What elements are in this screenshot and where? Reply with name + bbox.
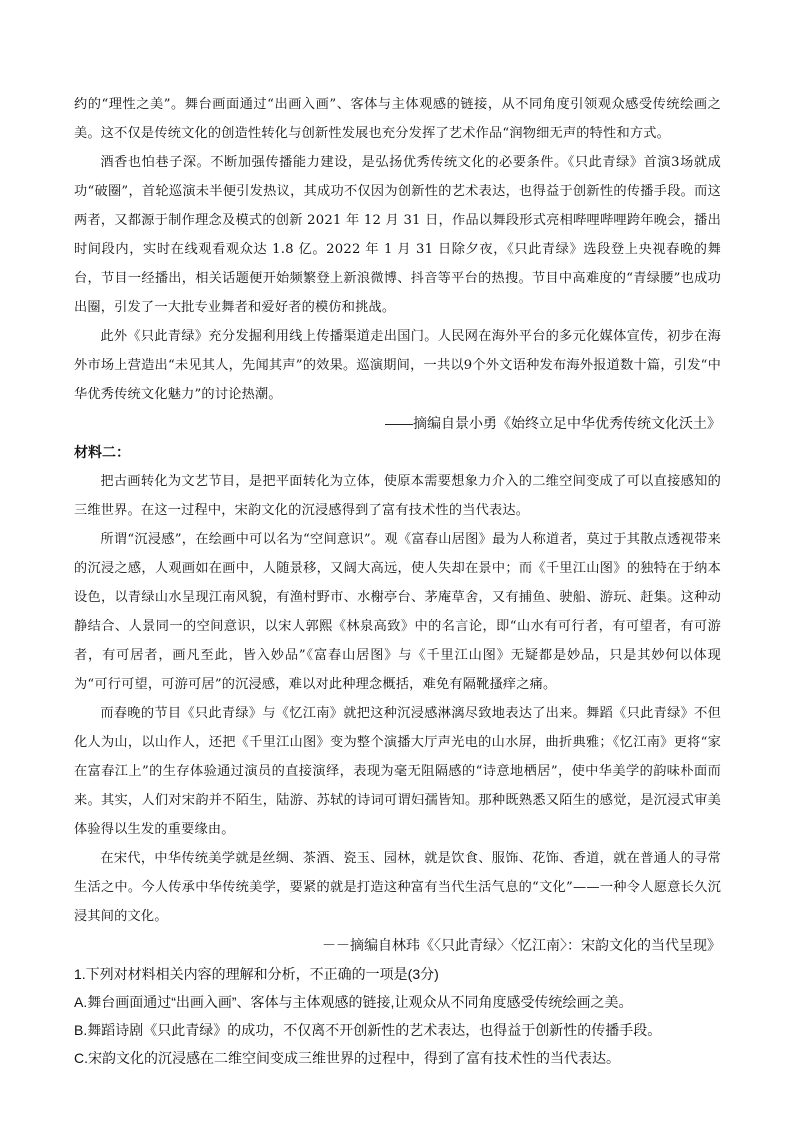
material-two-heading: 材料二： [74, 444, 130, 460]
material-two-source: －－摘编自林玮《〈只此青绿〉〈忆江南〉：宋韵文化的当代呈现》 [322, 937, 721, 953]
option-c: C.宋韵文化的沉浸感在二维空间变成三维世界的过程中，得到了富有技术性的当代表达。 [74, 1050, 620, 1066]
question-stem: 1.下列对材料相关内容的理解和分析，不正确的一项是(3分) [74, 966, 439, 982]
material-two-paragraph: 把古画转化为文艺节目，是把平面转化为立体，使原本需要想象力介入的二维空间变成了可以直接感知的三维世界。在这一过程中，宋韵文化的沉浸感得到了富有技术性的当代表达。 [74, 474, 721, 518]
material-one-paragraph: 此外《只此青绿》充分发掘利用线上传播渠道走出国门。人民网在海外平台的多元化媒体宣传，初步在海外市场上营造出“未见其人，先闻其声”的效果。巡演期间，一共以9个外文语种发布海外报道数十篇，引发“中华优秀传统文化魅力”的讨论热潮。 [74, 329, 721, 402]
material-two-paragraph: 而春晚的节目《只此青绿》与《忆江南》就把这种沉浸感淋漓尽致地表达了出来。舞蹈《只此青绿》不但化人为山，以山作人，还把《千里江山图》变为整个演播大厅声光电的山水屏，曲折典雅；《忆江南》更将“家在富春江上”的生存体验通过演员的直接演绎，表现为毫无阻隔感的“诗意地栖居”，使中华美学的韵味朴面而来。其实，人们对宋韵并不陌生，陆游、苏轼的诗词可谓妇孺皆知。那种既熟悉又陌生的感觉，是沉浸式审美体验得以生发的重要缘由。 [74, 706, 721, 837]
material-two-section [74, 438, 721, 960]
material-one-paragraph: 约的“理性之美”。舞台画面通过“出画入画”、客体与主体观感的链接，从不同角度引领观众感受传统绘画之美。这不仅是传统文化的创造性转化与创新性发展也充分发挥了艺术作品“润物细无声的特性和方式。 [74, 97, 721, 141]
material-two-paragraph: 所谓“沉浸感”，在绘画中可以名为“空间意识”。观《富春山居图》最为人称道者，莫过于其散点透视带来的沉浸之感，人观画如在画中，人随景移，又阔大高远，使人失却在景中；而《千里江山图》的独特在于纳本设色，以青绿山水呈现江南风貌，有渔村野市、水榭亭台、茅庵草舍，又有捕鱼、驶船、游玩、赶集。这种动静结合、人景同一的空间意识，以宋人郭熙《林泉高致》中的名言论，即“山水有可行者，有可望者，有可游者，有可居者，画凡至此，皆入妙品”《富春山居图》与《千里江山图》无疑都是妙品，只是其妙何以体现为“可行可望，可游可居”的沉浸感，难以对此种理念概括，难免有隔靴搔痒之痛。 [74, 532, 721, 692]
material-one-section [74, 90, 721, 438]
option-a: A.舞台画面通过“出画入画”、客体与主体观感的链接,让观众从不同角度感受传统绘画之美。 [74, 994, 633, 1010]
question-one [74, 960, 721, 1072]
material-two-paragraph: 在宋代，中华传统美学就是丝绸、茶酒、瓷玉、园林，就是饮食、服饰、花饰、香道，就在普通人的寻常生活之中。今人传承中华传统美学，要紧的就是打造这种富有当代生活气息的“文化”——一种令人愿意长久沉浸其间的文化。 [74, 851, 721, 924]
material-one-paragraph: 酒香也怕巷子深。不断加强传播能力建设，是弘扬优秀传统文化的必要条件。《只此青绿》首演3场就成功“破圈”，首轮巡演未半便引发热议，其成功不仅因为创新性的艺术表达，也得益于创新性的传播手段。而这两者，又都源于制作理念及模式的创新 2021 年 12 月 31 日，作品以舞段形式亮相哔哩哔哩跨年晚会，播出时间段内，实时在线观看观众达 1.8 亿。2022 年 1 月 31 日除夕夜，《只此青绿》选段登上央视春晚的舞台，节目一经播出，相关话题便开始频繁登上新浪微博、抖音等平台的热搜。节目中高难度的“青绿腰”也成功出圈，引发了一大批专业舞者和爱好者的模仿和挑战。 [74, 155, 721, 315]
material-one-source: ——摘编自景小勇《始终立足中华优秀传统文化沃土》 [385, 415, 721, 431]
option-b: B.舞蹈诗剧《只此青绿》的成功，不仅离不开创新性的艺术表达，也得益于创新性的传播手段。 [74, 1022, 662, 1038]
